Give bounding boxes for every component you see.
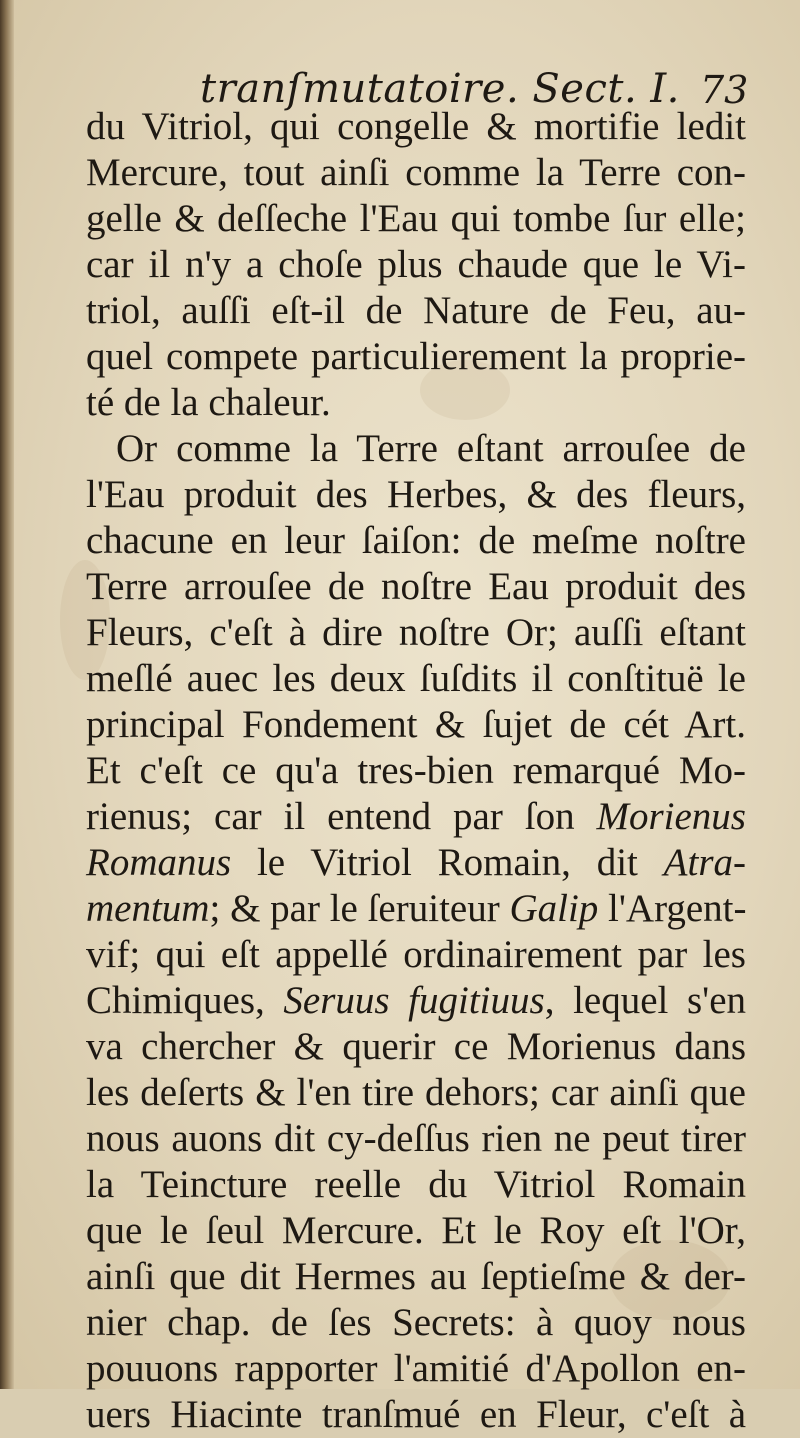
text-run: que le ſeul Mercure. Et le Roy eſt l'Or, (86, 1209, 746, 1252)
text-run: Fleurs, c'eſt à dire noſtre Or; auſſi eſtant (86, 611, 746, 654)
text-run: pouuons rapporter l'amitié d'Apollon en- (86, 1347, 746, 1390)
text-line (86, 1070, 746, 1116)
text-run: nier chap. de ſes Secrets: à quoy nous (86, 1301, 746, 1344)
text-line (86, 518, 746, 564)
text-run: les deſerts & l'en tire dehors; car ainſi que (86, 1071, 746, 1114)
text-run: triol, auſſi eſt-il de Nature de Feu, au- (86, 289, 746, 332)
text-run: Terre arrouſee de noſtre Eau produit des (86, 565, 746, 608)
italic-text: mentum (86, 887, 210, 930)
text-run: l'Argent- (598, 887, 747, 930)
text-line (86, 1300, 746, 1346)
text-run: la Teincture reelle du Vitriol Romain (86, 1163, 746, 1206)
text-run: meſlé auec les deux ſuſdits il conſtituë le (86, 657, 746, 700)
text-run: Chimiques, (86, 979, 284, 1022)
text-line (86, 1346, 746, 1392)
text-line (86, 978, 746, 1024)
text-run: ainſi que dit Hermes au ſeptieſme & der- (86, 1255, 746, 1298)
text-line (86, 656, 746, 702)
text-run: l'Eau produit des Herbes, & des fleurs, (86, 473, 746, 516)
italic-text: Galip (509, 887, 599, 930)
text-line (86, 288, 746, 334)
text-run: Mercure, tout ainſi comme la Terre con- (86, 151, 746, 194)
running-head-title: tranſmutatoire. Sect. I. (200, 66, 680, 112)
text-line (86, 1024, 746, 1070)
text-run: Or comme la Terre eſtant arrouſee de (116, 427, 746, 470)
text-line (86, 1116, 746, 1162)
text-run: gelle & deſſeche l'Eau qui tombe ſur elle; (86, 197, 746, 240)
italic-text: Seruus fugitiuus (283, 979, 545, 1022)
text-line (86, 610, 746, 656)
text-run: principal Fondement & ſujet de cét Art. (86, 703, 746, 746)
text-line (86, 1208, 746, 1254)
text-line (86, 334, 746, 380)
text-run: nous auons dit cy-deſſus rien ne peut tirer (86, 1117, 746, 1160)
text-line (86, 150, 746, 196)
text-line (86, 932, 746, 978)
text-run: rienus; car il entend par ſon (86, 795, 597, 838)
text-line (86, 748, 746, 794)
italic-text: Romanus (86, 841, 232, 884)
body-text (86, 104, 746, 1438)
italic-text: Morienus (596, 795, 746, 838)
text-run: quel compete particulierement la proprie- (86, 335, 746, 378)
text-run: va chercher & querir ce Morienus dans (86, 1025, 746, 1068)
text-line (86, 840, 746, 886)
text-run: car il n'y a choſe plus chaude que le Vi- (86, 243, 746, 286)
text-line (86, 104, 746, 150)
text-line (86, 196, 746, 242)
text-run: chacune en leur ſaiſon: de meſme noſtre (86, 519, 746, 562)
text-line (86, 564, 746, 610)
text-run: du Vitriol, qui congelle & mortifie ledit (86, 105, 746, 148)
italic-text: Atra- (663, 841, 746, 884)
page-number: 73 (700, 68, 749, 112)
text-line (86, 702, 746, 748)
text-run: té de la chaleur. (86, 381, 331, 424)
text-run: Et c'eſt ce qu'a tres-bien remarqué Mo- (86, 749, 746, 792)
text-line (86, 380, 746, 426)
text-run: vif; qui eſt appellé ordinairement par les (86, 933, 746, 976)
text-line (86, 472, 746, 518)
binding-edge (0, 0, 14, 1389)
text-line (86, 886, 746, 932)
text-run: ; & par le ſeruiteur (209, 887, 510, 930)
text-run: le Vitriol Romain, dit (231, 841, 664, 884)
text-line (86, 1392, 746, 1438)
text-run: , lequel s'en (544, 979, 747, 1022)
text-run: uers Hiacinte tranſmué en Fleur, c'eſt à (86, 1393, 746, 1436)
text-line (86, 426, 746, 472)
text-line (86, 794, 746, 840)
text-line (86, 1254, 746, 1300)
text-line (86, 1162, 746, 1208)
text-line (86, 242, 746, 288)
